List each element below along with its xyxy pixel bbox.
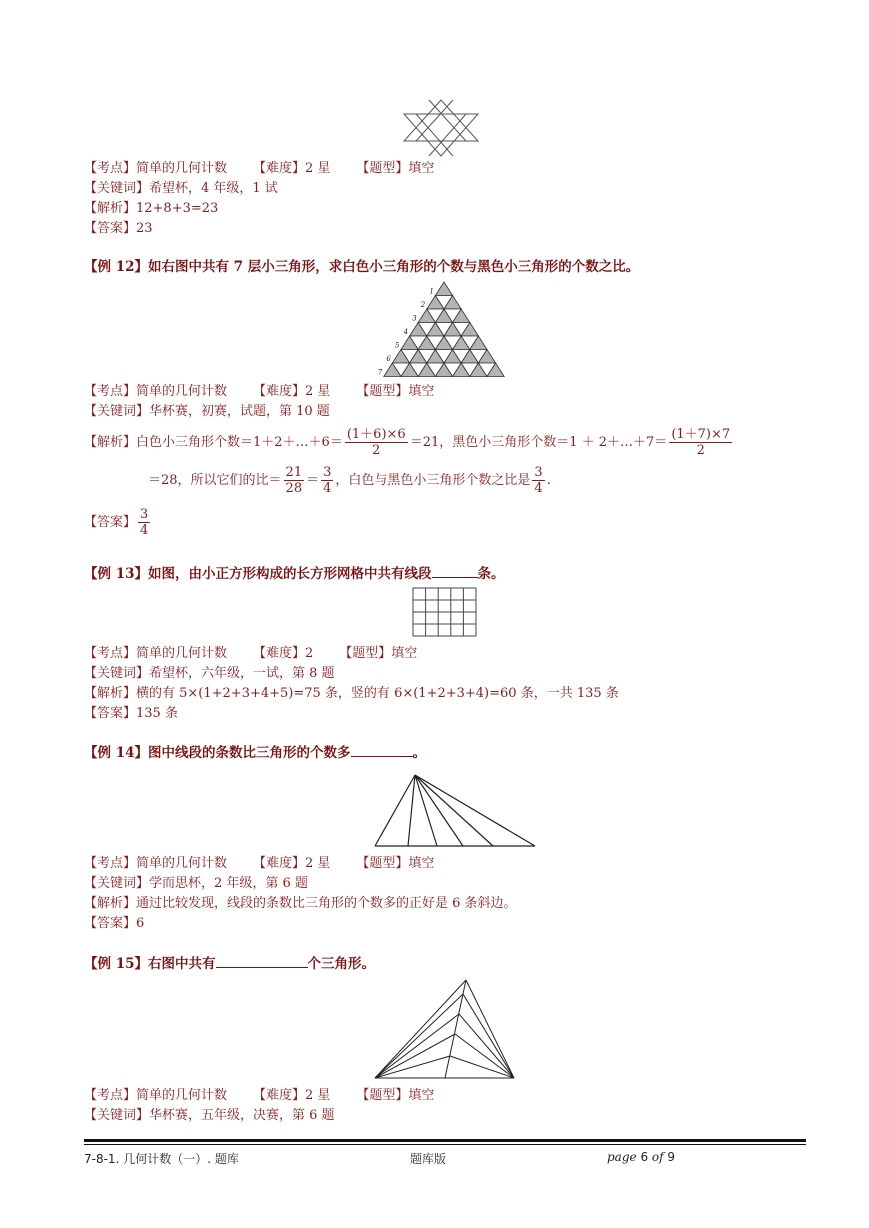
up-triangle [435, 282, 452, 296]
fraction-denominator: 4 [534, 481, 543, 496]
difficulty-label: 【难度】2 星 [253, 856, 331, 871]
answer-label: 【答案】 [84, 515, 137, 530]
answer-blank[interactable] [432, 564, 478, 578]
up-triangle [401, 363, 418, 377]
down-triangle [435, 296, 452, 310]
fraction-denominator: 2 [696, 443, 705, 458]
answer-blank[interactable] [216, 954, 308, 968]
fraction-denominator: 4 [323, 481, 332, 496]
title-text: 【例 15】右图中共有 [84, 956, 216, 972]
page-word: page [607, 1150, 637, 1164]
fraction [284, 465, 305, 496]
q13-title [84, 564, 505, 583]
q15-keywords: 【关键词】华杯赛，五年级，决赛，第 6 题 [84, 1108, 335, 1123]
fraction [321, 465, 333, 496]
q12-analysis-line1 [84, 425, 734, 461]
up-triangle [444, 296, 461, 310]
kaodian-label: 【考点】简单的几何计数 [84, 1088, 228, 1103]
difficulty-label: 【难度】2 星 [253, 161, 331, 176]
kaodian-label: 【考点】简单的几何计数 [84, 161, 228, 176]
fraction-denominator: 28 [285, 481, 303, 496]
q13-answer: 【答案】135 条 [84, 706, 178, 721]
title-text: 【例 13】如图，由小正方形构成的长方形网格中共有线段 [84, 566, 432, 582]
up-triangle [453, 336, 470, 350]
down-triangle [435, 323, 452, 337]
row-number-label: 1 [429, 287, 434, 296]
footer-doc-title: 7-8-1. 几何计数（一）. 题库 [84, 1152, 239, 1166]
up-triangle [410, 323, 427, 337]
q13-analysis: 【解析】横的有 5×(1+2+3+4+5)=75 条，竖的有 6×(1+2+3+4)=60 条，一共 135 条 [84, 686, 619, 701]
down-triangle [418, 350, 435, 364]
down-triangle [427, 336, 444, 350]
down-triangle [401, 350, 418, 364]
up-triangle [444, 350, 461, 364]
q14-keywords: 【关键词】学而思杯，2 年级，第 6 题 [84, 876, 308, 891]
analysis-text: ＝28，所以它们的比＝ [148, 473, 282, 488]
row-number-label: 7 [377, 368, 383, 377]
page-current: 6 [640, 1150, 649, 1164]
up-triangle [427, 323, 444, 337]
up-triangle [435, 309, 452, 323]
question-type-label: 【题型】填空 [356, 384, 435, 399]
question-type-label: 【题型】填空 [356, 1088, 435, 1103]
down-triangle [453, 323, 470, 337]
q15-meta [84, 1087, 434, 1105]
fraction [669, 427, 732, 458]
down-triangle [418, 323, 435, 337]
down-triangle [410, 336, 427, 350]
down-triangle [461, 336, 478, 350]
up-triangle [453, 363, 470, 377]
fraction-denominator: 4 [140, 523, 149, 538]
of-word: of [651, 1150, 664, 1164]
down-triangle [461, 363, 478, 377]
analysis-text: 【解析】白色小三角形个数＝1＋2＋…＋6＝ [84, 435, 343, 450]
down-triangle [444, 336, 461, 350]
up-triangle [384, 363, 401, 377]
difficulty-label: 【难度】2 星 [253, 1088, 331, 1103]
fraction [138, 507, 150, 538]
fraction-numerator: 21 [285, 465, 303, 480]
up-triangle [461, 350, 478, 364]
equals-sign: ＝ [306, 473, 320, 488]
down-triangle [435, 350, 452, 364]
title-text: 条。 [477, 566, 505, 582]
title-text: 【例 14】图中线段的条数比三角形的个数多 [84, 745, 351, 761]
up-triangle [453, 309, 470, 323]
fraction [532, 465, 544, 496]
up-triangle [487, 363, 504, 377]
up-triangle [435, 363, 452, 377]
question-type-label: 【题型】填空 [339, 646, 418, 661]
down-triangle [478, 363, 495, 377]
period: . [546, 473, 551, 488]
kaodian-label: 【考点】简单的几何计数 [84, 646, 228, 661]
fraction-numerator: (1＋6)×6 [346, 427, 406, 442]
footer-page-number [607, 1150, 675, 1164]
q15-title [84, 954, 375, 973]
q14-answer: 【答案】6 [84, 916, 145, 931]
title-text: 。 [412, 745, 426, 761]
up-triangle [427, 350, 444, 364]
footer-edition: 题库版 [410, 1152, 447, 1166]
q12-analysis-line2 [148, 463, 551, 499]
up-triangle [444, 323, 461, 337]
up-triangle [418, 336, 435, 350]
up-triangle [418, 309, 435, 323]
up-triangle [392, 350, 409, 364]
q11-analysis: 【解析】12+8+3=23 [84, 201, 219, 216]
up-triangle [410, 350, 427, 364]
q13-keywords: 【关键词】希望杯，六年级，一试，第 8 题 [84, 666, 335, 681]
q12-answer [84, 505, 152, 541]
q13-meta [84, 645, 417, 663]
up-triangle [461, 323, 478, 337]
up-triangle [435, 336, 452, 350]
fraction-numerator: 3 [323, 465, 332, 480]
down-triangle [444, 363, 461, 377]
down-triangle [453, 350, 470, 364]
fraction-numerator: 3 [140, 507, 149, 522]
up-triangle [427, 296, 444, 310]
q11-keywords: 【关键词】希望杯，4 年级，1 试 [84, 181, 278, 196]
up-triangle [470, 363, 487, 377]
up-triangle [470, 336, 487, 350]
q11-answer: 【答案】23 [84, 221, 153, 236]
answer-blank[interactable] [351, 743, 413, 757]
difficulty-label: 【难度】2 [253, 646, 314, 661]
analysis-text: ＝21，黑色小三角形个数＝1 ＋ 2＋…＋7＝ [409, 435, 668, 450]
q14-meta [84, 855, 434, 873]
up-triangle [478, 350, 495, 364]
up-triangle [401, 336, 418, 350]
q12-title: 【例 12】如右图中共有 7 层小三角形，求白色小三角形的个数与黑色小三角形的个数之比。 [84, 259, 640, 275]
question-type-label: 【题型】填空 [356, 161, 435, 176]
down-triangle [427, 363, 444, 377]
q11-meta [84, 160, 434, 178]
down-triangle [444, 309, 461, 323]
row-number-label: 4 [403, 328, 409, 336]
kaodian-label: 【考点】简单的几何计数 [84, 384, 228, 399]
analysis-text: ，白色与黑色小三角形个数之比是 [335, 473, 531, 488]
row-number-label: 6 [386, 355, 391, 363]
row-number-label: 3 [412, 314, 417, 323]
down-triangle [427, 309, 444, 323]
q14-analysis: 【解析】通过比较发现，线段的条数比三角形的个数多的正好是 6 条斜边。 [84, 896, 517, 911]
fraction-denominator: 2 [372, 443, 381, 458]
question-type-label: 【题型】填空 [356, 856, 435, 871]
down-triangle [470, 350, 487, 364]
title-text: 个三角形。 [307, 956, 375, 972]
row-number-label: 2 [420, 301, 426, 309]
footer-rule-thin [84, 1144, 806, 1145]
q12-meta [84, 383, 434, 401]
fraction-numerator: 3 [534, 465, 543, 480]
up-triangle [418, 363, 435, 377]
page-total: 9 [667, 1150, 676, 1164]
fraction [345, 427, 408, 458]
down-triangle [410, 363, 427, 377]
fraction-numerator: (1＋7)×7 [671, 427, 731, 442]
difficulty-label: 【难度】2 星 [253, 384, 331, 399]
kaodian-label: 【考点】简单的几何计数 [84, 856, 228, 871]
q14-title [84, 743, 426, 762]
footer-rule-thick [84, 1139, 806, 1142]
q12-keywords: 【关键词】华杯赛，初赛，试题，第 10 题 [84, 404, 330, 419]
row-number-label: 5 [395, 341, 400, 350]
down-triangle [392, 363, 409, 377]
